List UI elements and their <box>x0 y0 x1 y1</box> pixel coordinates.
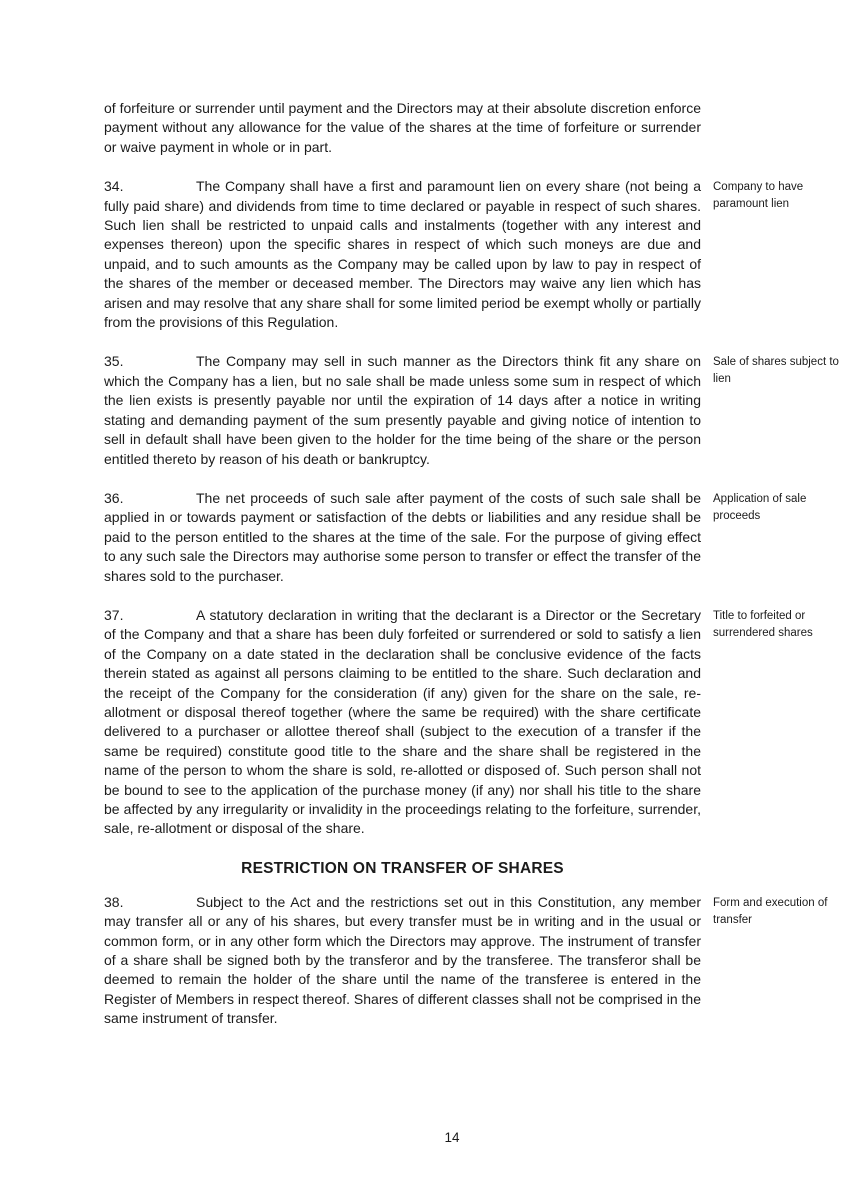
page-number: 14 <box>444 1130 460 1145</box>
document-body <box>104 99 839 1049</box>
paragraph-text: of forfeiture or surrender until payment and the Directors may at their absolute discretion enforce payment without any allowance for the value of the shares at the time of forfeiture or surrender or waive payment in whole or in part. <box>104 100 701 155</box>
paragraph-38 <box>104 893 828 1029</box>
paragraph-body: A statutory declaration in writing that the declarant is a Director or the Secretary of the Company and that a share has been duly forfeited or surrendered or sold to satisfy a lien of the Company on a date stated in the declaration shall be conclusive evidence of the facts therein stated as against all persons claiming to be entitled to the share. Such declaration and the receipt of the Company for the consideration (if any) given for the share on the sale, re-allotment or disposal thereof together (where the same be required) with the share certificate delivered to a purchaser or allottee thereof shall (subject to the execution of a transfer if the same be required) constitute good title to the share and the share shall be registered in the name of the person to whom the share is sold, re-allotted or disposed of. Such person shall not be bound to see to the application of the purchase money (if any) nor shall his title to the share be affected by any irregularity or invalidity in the proceedings relating to the forfeiture, surrender, sale, re-allotment or disposal of the share. <box>104 606 701 837</box>
paragraph-text <box>104 893 701 1029</box>
paragraph-continuation <box>104 99 701 157</box>
paragraph-number: 37. <box>104 606 124 623</box>
paragraph-text <box>104 489 701 586</box>
margin-note: Company to have paramount lien <box>713 181 804 211</box>
paragraph-35 <box>104 352 839 468</box>
paragraph-36 <box>104 489 807 586</box>
paragraph-37 <box>104 606 813 839</box>
paragraph-number: 35. <box>104 353 124 370</box>
paragraph-text <box>104 352 701 468</box>
paragraph-number: 38. <box>104 893 124 910</box>
paragraph-body: The Company shall have a first and paramount lien on every share (not being a fully paid share) and dividends from time to time declared or payable in respect of such shares. Such lien shall be restricted to unpaid calls and instalments (together with any interest and expenses thereon) upon the specific shares in respect of which such moneys are due and unpaid, and to such amounts as the Company may be called upon by law to pay in respect of the shares of the member or deceased member. The Directors may waive any lien which has arisen and may resolve that any share shall for some limited period be exempt wholly or partially from the provisions of this Regulation. <box>104 178 701 331</box>
margin-note: Title to forfeited or surrendered shares <box>713 609 813 639</box>
paragraph-number: 36. <box>104 489 124 506</box>
paragraph-body: The net proceeds of such sale after payment of the costs of such sale shall be applied in or towards payment or satisfaction of the debts or liabilities and any residue shall be paid to the person entitled to the shares at the time of the sale. For the purpose of giving effect to any such sale the Directors may authorise some person to transfer or effect the transfer of the shares sold to the purchaser. <box>104 489 701 584</box>
paragraph-body: Subject to the Act and the restrictions set out in this Constitution, any member may transfer all or any of his shares, but every transfer must be in writing and in the usual or common form, or in any other form which the Directors may approve. The instrument of transfer of a share shall be signed both by the transferor and by the transferee. The transferor shall be deemed to remain the holder of the share until the name of the transferee is entered in the Register of Members in respect thereof. Shares of different classes shall not be comprised in the same instrument of transfer. <box>104 893 701 1027</box>
paragraph-34 <box>104 177 804 332</box>
paragraph-body: The Company may sell in such manner as the Directors think fit any share on which the Company has a lien, but no sale shall be made unless some sum in respect of which the lien exists is presently payable nor until the expiration of 14 days after a notice in writing stating and demanding payment of the sum presently payable and giving notice of intention to sell in default shall have been given to the holder for the time being of the share or the person entitled thereto by reason of his death or bankruptcy. <box>104 353 701 467</box>
paragraph-text <box>104 177 701 332</box>
paragraph-text <box>104 606 701 839</box>
margin-note: Application of sale proceeds <box>713 492 807 522</box>
section-heading: RESTRICTION ON TRANSFER OF SHARES <box>241 859 564 877</box>
paragraph-number: 34. <box>104 178 124 195</box>
margin-note: Sale of shares subject to lien <box>713 356 839 386</box>
margin-note: Form and execution of transfer <box>713 896 828 926</box>
